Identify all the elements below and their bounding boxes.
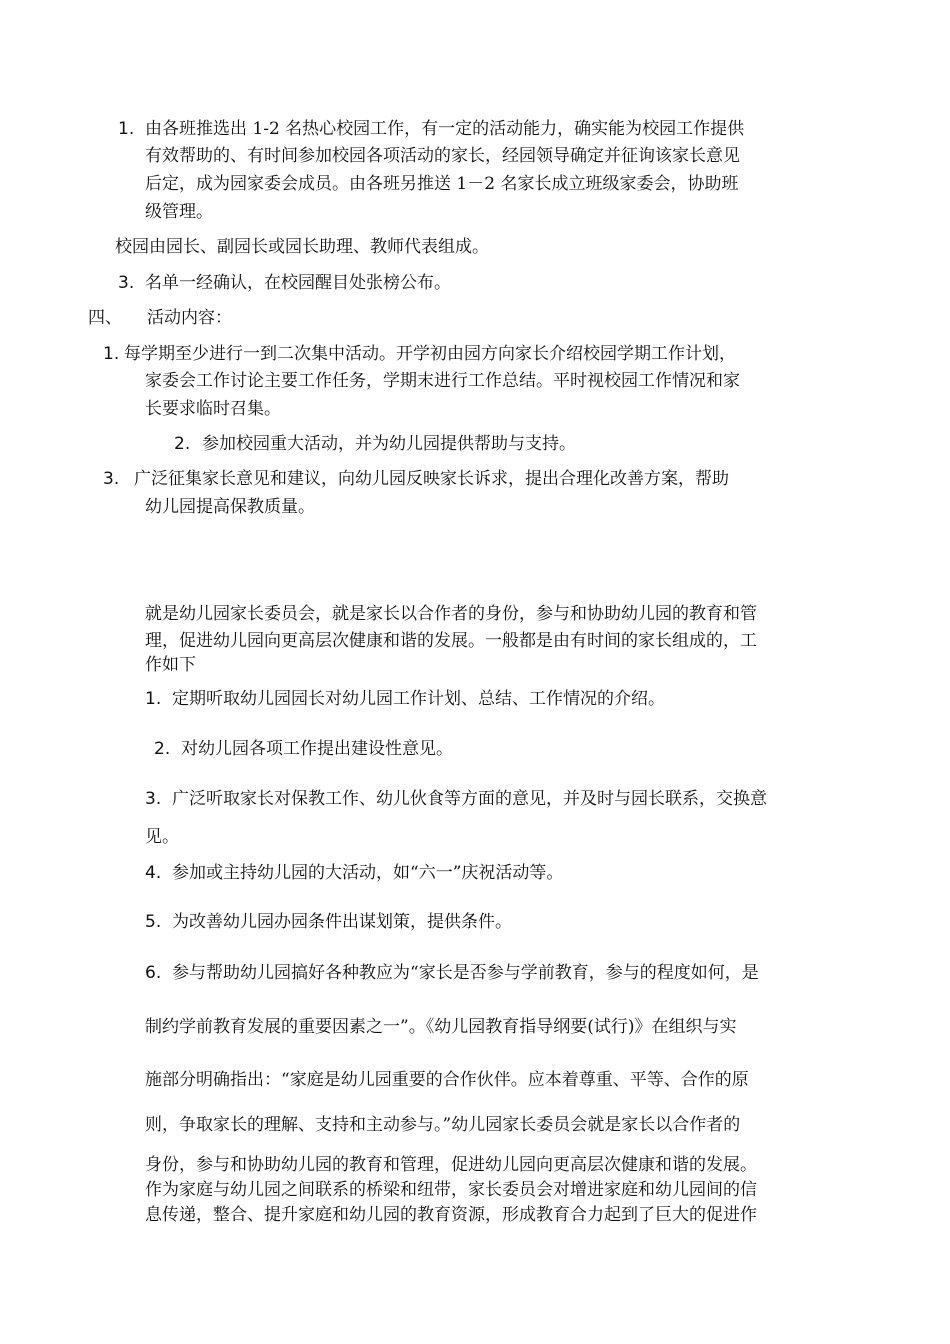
- list-number: 3.: [118, 273, 135, 293]
- paragraph-line: 有效帮助的、有时间参加校园各项活动的家长，经园领导确定并征询该家长意见: [145, 146, 740, 166]
- list-number: 1.: [118, 119, 135, 139]
- paragraph-line: 每学期至少进行一到二次集中活动。开学初由园方向家长介绍校园学期工作计划，: [124, 344, 736, 364]
- list-number: 1.: [103, 344, 120, 364]
- section-number: 四、: [88, 308, 122, 328]
- list-number: 6.: [145, 963, 162, 983]
- list-number: 5.: [145, 912, 162, 932]
- list-number: 2.: [174, 434, 191, 454]
- paragraph-line: 理，促进幼儿园向更高层次健康和谐的发展。一般都是由有时间的家长组成的，工: [145, 631, 757, 651]
- list-number: 3.: [145, 789, 162, 809]
- paragraph-line: 级管理。: [145, 202, 213, 222]
- paragraph-line: 则，争取家长的理解、支持和主动参与。”幼儿园家长委员会就是家长以合作者的: [145, 1115, 741, 1135]
- list-item-text: 为改善幼儿园办园条件出谋划策，提供条件。: [172, 912, 512, 932]
- paragraph-line: 后定，成为园家委会成员。由各班另推送 1－2 名家长成立班级家委会，协助班: [145, 174, 739, 194]
- list-item-text: 参加或主持幼儿园的大活动，如“六一”庆祝活动等。: [172, 863, 564, 883]
- paragraph-line: 校园由园长、副园长或园长助理、教师代表组成。: [115, 237, 489, 257]
- list-item-text: 参加校园重大活动，并为幼儿园提供帮助与支持。: [202, 434, 576, 454]
- list-item-text: 对幼儿园各项工作提出建设性意见。: [181, 739, 453, 759]
- section-heading: 活动内容：: [147, 308, 232, 328]
- list-item-text: 定期听取幼儿园园长对幼儿园工作计划、总结、工作情况的介绍。: [172, 689, 665, 709]
- list-number: 2.: [154, 739, 171, 759]
- paragraph-line: 施部分明确指出：“家庭是幼儿园重要的合作伙伴。应本着尊重、平等、合作的原: [145, 1070, 749, 1090]
- paragraph-line: 家委会工作讨论主要工作任务，学期末进行工作总结。平时视校园工作情况和家: [145, 371, 740, 391]
- paragraph-line: 制约学前教育发展的重要因素之一”。《幼儿园教育指导纲要(试行)》在组织与实: [145, 1017, 737, 1037]
- list-item-text: 参与帮助幼儿园搞好各种教应为“家长是否参与学前教育，参与的程度如何，是: [172, 963, 759, 983]
- list-number: 4.: [145, 863, 162, 883]
- paragraph-line: 由各班推选出 1-2 名热心校园工作，有一定的活动能力，确实能为校园工作提供: [145, 119, 745, 139]
- paragraph-line: 息传递，整合、提升家庭和幼儿园的教育资源，形成教育合力起到了巨大的促进作: [145, 1205, 757, 1225]
- paragraph-line: 就是幼儿园家长委员会，就是家长以合作者的身份，参与和协助幼儿园的教育和管: [145, 604, 757, 624]
- paragraph-line: 作如下: [145, 655, 196, 675]
- paragraph-line: 幼儿园提高保教质量。: [145, 497, 315, 517]
- paragraph-line: 作为家庭与幼儿园之间联系的桥梁和纽带，家长委员会对增进家庭和幼儿园间的信: [145, 1180, 757, 1200]
- paragraph-line: 身份，参与和协助幼儿园的教育和管理，促进幼儿园向更高层次健康和谐的发展。: [145, 1155, 757, 1175]
- list-number: 3.: [103, 469, 120, 489]
- list-item-text: 广泛听取家长对保教工作、幼儿伙食等方面的意见，并及时与园长联系，交换意: [172, 789, 767, 809]
- list-item-continuation: 见。: [145, 827, 179, 847]
- list-number: 1.: [145, 689, 162, 709]
- paragraph-line: 广泛征集家长意见和建议，向幼儿园反映家长诉求，提出合理化改善方案，帮助: [134, 469, 729, 489]
- paragraph-line: 长要求临时召集。: [145, 399, 281, 419]
- list-item-text: 名单一经确认，在校园醒目处张榜公布。: [145, 273, 451, 293]
